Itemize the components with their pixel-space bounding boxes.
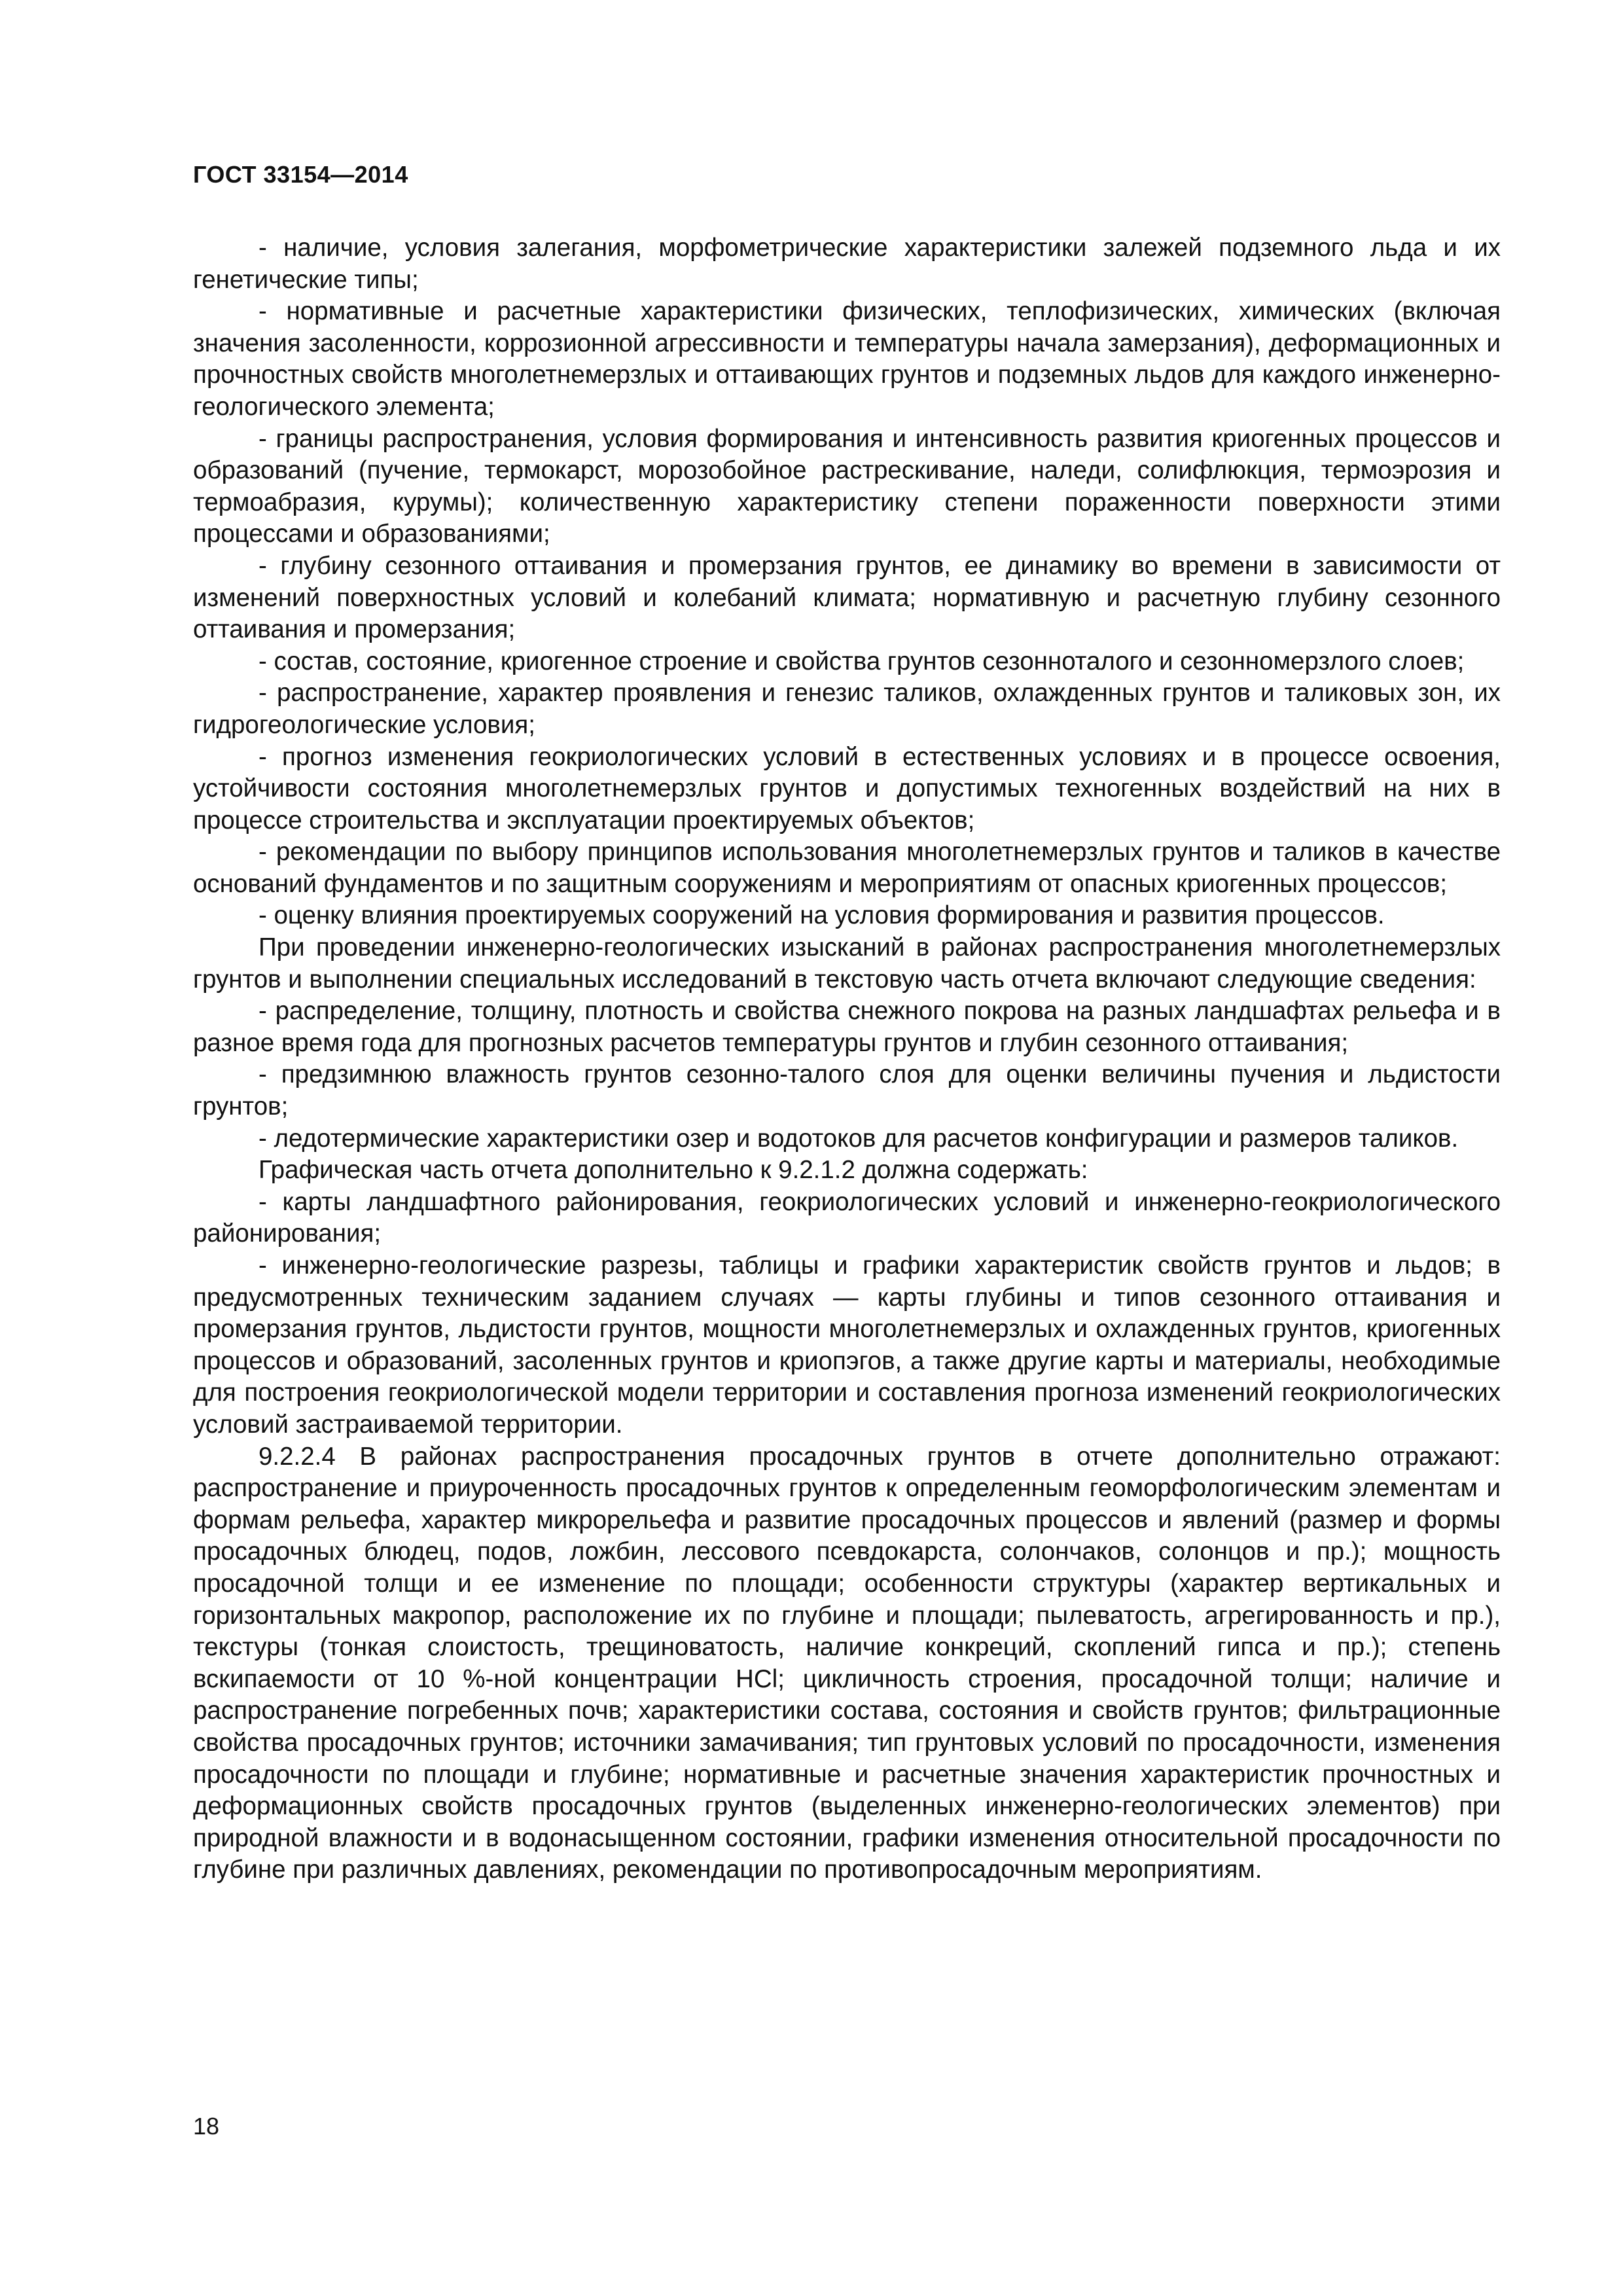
body-paragraph: Графическая часть отчета дополнительно к 9.2.1.2 должна содержать: xyxy=(259,1156,1088,1185)
list-item: - оценку влияния проектируемых сооружений на условия формирования и развития процессов. xyxy=(259,901,1385,930)
list-item: - ледотермические характеристики озер и водотоков для расчетов конфигурации и размеров таликов. xyxy=(259,1124,1459,1153)
list-item: - прогноз изменения геокриологических условий в естественных условиях и в процессе освоения, устойчивости состояния многолетнемерзлых грунтов и допустимых техногенных воздействий на них в процессе строительства и эксплуатации проектируемых объектов; xyxy=(193,742,1501,834)
list-item: - предзимнюю влажность грунтов сезонно-талого слоя для оценки величины пучения и льдистости грунтов; xyxy=(193,1060,1501,1121)
list-item: - глубину сезонного оттаивания и промерзания грунтов, ее динамику во времени в зависимости от изменений поверхностных условий и колебаний климата; нормативную и расчетную глубину сезонного оттаивания и промерзания; xyxy=(193,551,1501,644)
list-item: - карты ландшафтного районирования, геокриологических условий и инженерно-геокриологического районирования; xyxy=(193,1187,1501,1248)
page-number: 18 xyxy=(193,2113,220,2140)
list-item: - границы распространения, условия формирования и интенсивность развития криогенных процессов и образований (пучение, термокарст, морозобойное растрескивание, наледи, солифлюкция, термоэрозия и термоабразия, курумы); количественную характеристику степени пораженности поверхности этими процессами и образованиями; xyxy=(193,424,1501,548)
list-item: - рекомендации по выбору принципов использования многолетнемерзлых грунтов и таликов в качестве оснований фундаментов и по защитным сооружениям и мероприятиям от опасных криогенных процессов; xyxy=(193,838,1501,898)
document-body xyxy=(193,232,1501,1886)
document-header: ГОСТ 33154—2014 xyxy=(193,161,408,188)
section-paragraph: 9.2.2.4 В районах распространения просадочных грунтов в отчете дополнительно отражают: распространение и приуроченность просадочных грунтов к определенным геоморфологическим элементам и формам рельефа, характер микрорельефа и развитие просадочных процессов и явлений (размер и формы просадочных блюдец, подов, ложбин, лессового псевдокарста, солончаков, солонцов и пр.); мощность просадочной толщи и ее изменение по площади; особенности структуры (характер вертикальных и горизонтальных макропор, расположение их по глубине и площади; пылеватость, агрегированность и пр.), текстуры (тонкая слоистость, трещиноватость, наличие конкреций, скоплений гипса и пр.); степень вскипаемости от 10 %-ной концентрации HCl; цикличность строения, просадочной толщи; наличие и распространение погребенных почв; характеристики состава, состояния и свойств грунтов; фильтрационные свойства просадочных грунтов; источники замачивания; тип грунтовых условий по просадочности, изменения просадочности по площади и глубине; нормативные и расчетные значения характеристик прочностных и деформационных свойств просадочных грунтов (выделенных инженерно-геологических элементов) при природной влажности и в водонасыщенном состоянии, графики изменения относительной просадочности по глубине при различных давлениях, рекомендации по противопросадочным мероприятиям. xyxy=(193,1442,1501,1884)
list-item: - распределение, толщину, плотность и свойства снежного покрова на разных ландшафтах рельефа и в разное время года для прогнозных расчетов температуры грунтов и глубин сезонного оттаивания; xyxy=(193,997,1501,1057)
body-paragraph: При проведении инженерно-геологических изысканий в районах распространения многолетнемерзлых грунтов и выполнении специальных исследований в текстовую часть отчета включают следующие сведения: xyxy=(193,933,1501,994)
list-item: - распространение, характер проявления и генезис таликов, охлажденных грунтов и таликовых зон, их гидрогеологические условия; xyxy=(193,679,1501,739)
list-item: - наличие, условия залегания, морфометрические характеристики залежей подземного льда и их генетические типы; xyxy=(193,234,1501,294)
list-item: - нормативные и расчетные характеристики физических, теплофизических, химических (включая значения засоленности, коррозионной агрессивности и температуры начала замерзания), деформационных и прочностных свойств многолетнемерзлых и оттаивающих грунтов и подземных льдов для каждого инженерно-геологического элемента; xyxy=(193,297,1501,421)
list-item: - инженерно-геологические разрезы, таблицы и графики характеристик свойств грунтов и льдов; в предусмотренных техническим заданием случаях — карты глубины и типов сезонного оттаивания и промерзания грунтов, льдистости грунтов, мощности многолетнемерзлых и охлажденных грунтов, криогенных процессов и образований, засоленных грунтов и криопэгов, а также другие карты и материалы, необходимые для построения геокриологической модели территории и составления прогноза изменений геокриологических условий застраиваемой территории. xyxy=(193,1251,1501,1439)
list-item: - состав, состояние, криогенное строение и свойства грунтов сезонноталого и сезонномерзлого слоев; xyxy=(259,647,1465,675)
